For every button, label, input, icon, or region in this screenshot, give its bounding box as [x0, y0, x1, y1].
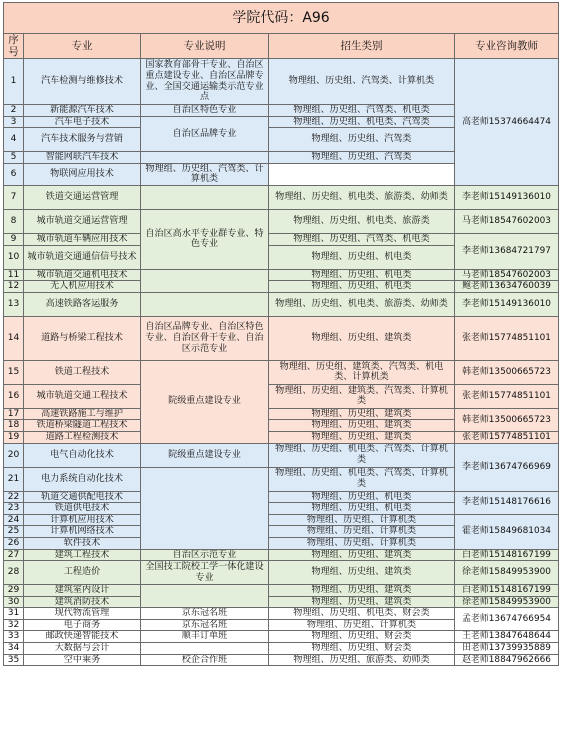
row-major: 电力系统自动化技术 — [24, 467, 141, 491]
row-teacher: 李老师15149136010 — [455, 185, 559, 209]
row-seq: 7 — [4, 185, 24, 209]
row-category: 物理组、历史组、机电类 — [269, 491, 455, 503]
header-row — [4, 34, 559, 59]
table-row — [4, 643, 559, 655]
row-teacher: 韩老师13500665723 — [455, 360, 559, 384]
row-major: 电气自动化技术 — [24, 443, 141, 467]
row-category: 物理组、历史组、机电类、汽驾类、计算机类 — [269, 443, 455, 467]
row-category: 物理组、历史组、建筑类 — [269, 408, 455, 420]
row-seq: 4 — [4, 128, 24, 152]
row-category: 物理组、历史组、建筑类 — [269, 431, 455, 443]
row-category: 物理组、历史组、建筑类 — [269, 561, 455, 585]
row-major: 城市轨道交通通信信号技术 — [24, 245, 141, 269]
row-category: 物理组、历史组、机电类、汽驾类、计算机类 — [269, 467, 455, 491]
header-desc: 专业说明 — [141, 34, 269, 59]
row-teacher: 李老师13674766969 — [455, 443, 559, 491]
row-seq: 14 — [4, 316, 24, 360]
row-desc — [141, 185, 269, 209]
row-major: 物联网应用技术 — [24, 163, 141, 185]
row-desc: 校企合作班 — [141, 654, 269, 666]
row-seq: 15 — [4, 360, 24, 384]
row-teacher: 张老师15774851101 — [455, 316, 559, 360]
table-row — [4, 443, 559, 467]
row-seq: 25 — [4, 526, 24, 538]
row-category: 物理组、历史组、机电类 — [269, 269, 455, 281]
row-category: 物理组、历史组、汽驾类、机电类 — [269, 105, 455, 117]
table-row — [4, 408, 559, 420]
table-row — [4, 561, 559, 585]
row-major: 电子商务 — [24, 619, 141, 631]
row-desc — [141, 467, 269, 549]
row-teacher: 李老师13684721797 — [455, 233, 559, 269]
row-seq: 27 — [4, 549, 24, 561]
row-desc: 自治区品牌专业 — [141, 116, 269, 152]
page-title: 学院代码：A96 — [4, 3, 559, 34]
row-teacher: 徐老师15849953900 — [455, 596, 559, 608]
row-seq: 16 — [4, 384, 24, 408]
row-seq: 12 — [4, 281, 24, 293]
row-category: 物理组、历史组、汽驾类 — [269, 128, 455, 152]
row-desc — [141, 585, 269, 608]
row-desc: 顺丰订单班 — [141, 631, 269, 643]
table-row — [4, 491, 559, 503]
row-seq: 28 — [4, 561, 24, 585]
row-category: 物理组、历史组、财会类 — [269, 631, 455, 643]
row-category: 物理组、历史组、建筑类、汽驾类、计算机类 — [269, 384, 455, 408]
row-category: 物理组、历史组、汽驾类、机电类 — [269, 233, 455, 245]
table-row — [4, 596, 559, 608]
row-major: 建筑工程技术 — [24, 549, 141, 561]
row-teacher: 霍老师15849681034 — [455, 514, 559, 549]
row-seq: 31 — [4, 608, 24, 620]
row-seq: 34 — [4, 643, 24, 655]
row-teacher: 鲍老师13634760039 — [455, 281, 559, 293]
row-seq: 13 — [4, 292, 24, 316]
header-seq: 序号 — [4, 34, 24, 59]
row-seq: 6 — [4, 163, 24, 185]
row-desc: 院级重点建设专业 — [141, 360, 269, 443]
row-seq: 29 — [4, 585, 24, 597]
row-major: 铁道桥梁隧道工程技术 — [24, 420, 141, 432]
row-category: 物理组、历史组、机电类 — [269, 503, 455, 515]
table-row — [4, 209, 559, 233]
table-row — [4, 233, 559, 245]
row-seq: 33 — [4, 631, 24, 643]
row-seq: 10 — [4, 245, 24, 269]
row-category: 物理组、历史组、计算机类 — [269, 537, 455, 549]
row-desc: 京东冠名班 — [141, 608, 269, 620]
row-category: 物理组、历史组、建筑类、汽驾类、机电类、计算机类 — [269, 360, 455, 384]
row-major: 汽车电子技术 — [24, 116, 141, 128]
row-teacher: 徐老师15849953900 — [455, 561, 559, 585]
row-major: 轨道交通供配电技术 — [24, 491, 141, 503]
row-category: 物理组、历史组、旅游类、幼师类 — [269, 654, 455, 666]
row-teacher: 赵老师18847962666 — [455, 654, 559, 666]
row-teacher: 马老师18547602003 — [455, 209, 559, 233]
table-row — [4, 292, 559, 316]
row-major: 铁道供电技术 — [24, 503, 141, 515]
header-major: 专业 — [24, 34, 141, 59]
row-desc: 自治区品牌专业、自治区特色专业、自治区骨干专业、自治区示范专业 — [141, 316, 269, 360]
table-row — [4, 185, 559, 209]
row-category: 物理组、历史组、计算机类 — [269, 526, 455, 538]
row-teacher: 白老师15148167199 — [455, 585, 559, 597]
row-major: 邮政快递智能技术 — [24, 631, 141, 643]
table-row — [4, 631, 559, 643]
table-row — [4, 585, 559, 597]
row-desc — [141, 269, 269, 292]
row-desc — [141, 292, 269, 316]
row-major: 汽车检测与维修技术 — [24, 59, 141, 105]
row-teacher: 田老师13739935889 — [455, 643, 559, 655]
row-major: 计算机网络技术 — [24, 526, 141, 538]
row-seq: 5 — [4, 152, 24, 164]
table-row — [4, 549, 559, 561]
table-row — [4, 514, 559, 526]
row-seq: 23 — [4, 503, 24, 515]
row-teacher: 韩老师13500665723 — [455, 408, 559, 431]
row-major: 铁道工程技术 — [24, 360, 141, 384]
row-category: 物理组、历史组、建筑类 — [269, 549, 455, 561]
row-major: 城市轨道交通机电技术 — [24, 269, 141, 281]
row-seq: 8 — [4, 209, 24, 233]
row-category: 物理组、历史组、机电类、财会类 — [269, 608, 455, 620]
title-row — [4, 3, 559, 34]
row-category: 物理组、历史组、建筑类 — [269, 585, 455, 597]
row-category: 物理组、历史组、计算机类 — [269, 619, 455, 631]
row-major: 高速铁路客运服务 — [24, 292, 141, 316]
row-desc: 自治区示范专业 — [141, 549, 269, 561]
row-seq: 1 — [4, 59, 24, 105]
row-major: 计算机应用技术 — [24, 514, 141, 526]
row-teacher: 孟老师13674766954 — [455, 608, 559, 631]
header-teacher: 专业咨询教师 — [455, 34, 559, 59]
table-row — [4, 269, 559, 281]
row-category: 物理组、历史组、机电类、汽驾类 — [269, 116, 455, 128]
row-category: 物理组、历史组、机电类 — [269, 281, 455, 293]
table-row — [4, 384, 559, 408]
row-category: 物理组、历史组、汽驾类 — [269, 152, 455, 164]
row-desc: 自治区特色专业 — [141, 105, 269, 117]
row-major: 无人机应用技术 — [24, 281, 141, 293]
row-seq: 30 — [4, 596, 24, 608]
row-seq: 22 — [4, 491, 24, 503]
row-teacher: 张老师15774851101 — [455, 384, 559, 408]
row-seq: 35 — [4, 654, 24, 666]
row-seq: 20 — [4, 443, 24, 467]
row-major: 现代物流管理 — [24, 608, 141, 620]
row-seq: 11 — [4, 269, 24, 281]
row-category: 物理组、历史组、建筑类 — [269, 596, 455, 608]
row-seq: 17 — [4, 408, 24, 420]
row-major: 智能网联汽车技术 — [24, 152, 141, 164]
row-desc: 京东冠名班 — [141, 619, 269, 631]
row-major: 道路工程检测技术 — [24, 431, 141, 443]
row-category: 物理组、历史组、建筑类 — [269, 420, 455, 432]
table-row — [4, 608, 559, 620]
row-category: 物理组、历史组、建筑类 — [269, 316, 455, 360]
row-teacher: 张老师15774851101 — [455, 431, 559, 443]
row-major: 建筑消防技术 — [24, 596, 141, 608]
table-row — [4, 59, 559, 105]
row-seq: 26 — [4, 537, 24, 549]
row-desc: 全国技工院校工学一体化建设专业 — [141, 561, 269, 585]
row-major: 建筑室内设计 — [24, 585, 141, 597]
header-category: 招生类别 — [269, 34, 455, 59]
row-seq: 19 — [4, 431, 24, 443]
row-desc: 自治区高水平专业群专业、特色专业 — [141, 209, 269, 269]
row-teacher: 白老师15148167199 — [455, 549, 559, 561]
admission-table — [3, 2, 559, 666]
row-category: 物理组、历史组、机电类、旅游类 — [269, 209, 455, 233]
row-seq: 21 — [4, 467, 24, 491]
row-category: 物理组、历史组、机电类 — [269, 245, 455, 269]
row-category: 物理组、历史组、计算机类 — [269, 514, 455, 526]
table-row — [4, 316, 559, 360]
row-teacher: 马老师18547602003 — [455, 269, 559, 281]
row-major: 工程造价 — [24, 561, 141, 585]
row-seq: 9 — [4, 233, 24, 245]
row-category: 物理组、历史组、机电类、旅游类、幼师类 — [269, 292, 455, 316]
table-row — [4, 654, 559, 666]
row-major: 城市轨道交通运营管理 — [24, 209, 141, 233]
table-row — [4, 431, 559, 443]
row-teacher: 李老师15148176616 — [455, 491, 559, 514]
row-category: 物理组、历史组、财会类 — [269, 643, 455, 655]
row-major: 软件技术 — [24, 537, 141, 549]
row-major: 新能源汽车技术 — [24, 105, 141, 117]
row-desc: 国家教育部骨干专业、自治区重点建设专业、自治区品牌专业、全国交通运输类示范专业点 — [141, 59, 269, 105]
table-row — [4, 281, 559, 293]
row-seq: 18 — [4, 420, 24, 432]
row-category: 物理组、历史组、汽驾类、计算机类 — [269, 59, 455, 105]
row-teacher: 李老师15149136010 — [455, 292, 559, 316]
row-teacher: 王老师13847648644 — [455, 631, 559, 643]
row-teacher: 高老师15374664474 — [455, 59, 559, 186]
row-desc: 院级重点建设专业 — [141, 443, 269, 467]
row-desc — [141, 152, 269, 164]
table-row — [4, 360, 559, 384]
row-category: 物理组、历史组、机电类、旅游类、幼师类 — [269, 185, 455, 209]
row-major: 空中乘务 — [24, 654, 141, 666]
row-desc — [141, 643, 269, 655]
row-major: 铁道交通运营管理 — [24, 185, 141, 209]
row-seq: 24 — [4, 514, 24, 526]
row-major: 高速铁路施工与维护 — [24, 408, 141, 420]
row-seq: 2 — [4, 105, 24, 117]
row-seq: 3 — [4, 116, 24, 128]
row-major: 城市轨道交通工程技术 — [24, 384, 141, 408]
row-seq: 32 — [4, 619, 24, 631]
row-category: 物理组、历史组、汽驾类、计算机类 — [141, 163, 269, 185]
row-major: 汽车技术服务与营销 — [24, 128, 141, 152]
row-major: 城市轨道车辆应用技术 — [24, 233, 141, 245]
row-major: 大数据与会计 — [24, 643, 141, 655]
row-major: 道路与桥梁工程技术 — [24, 316, 141, 360]
